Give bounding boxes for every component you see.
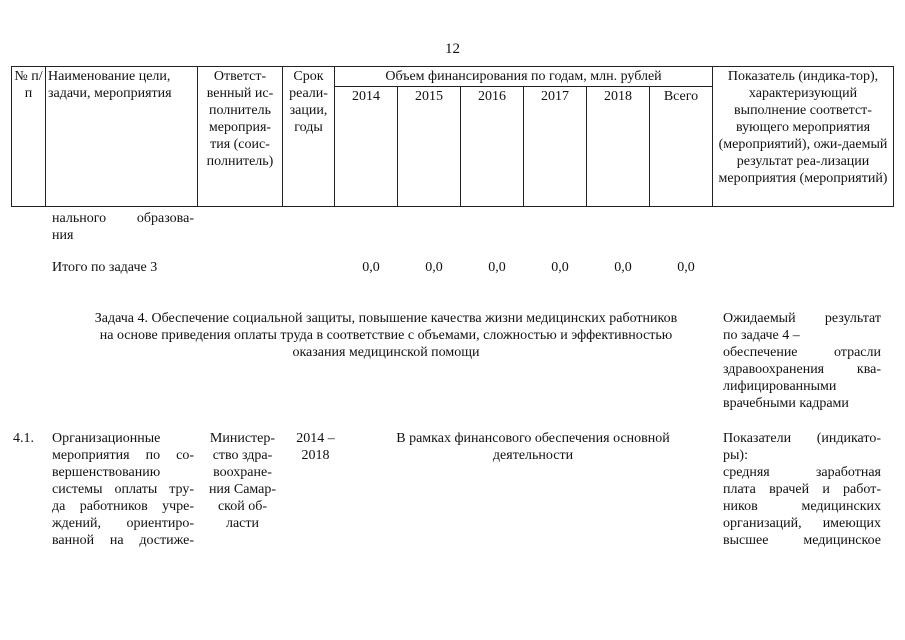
- header-year-2018: 2018: [587, 87, 650, 207]
- total-value-2016: 0,0: [488, 260, 506, 275]
- item-name-line: да работников учре-: [52, 499, 194, 514]
- item-term-line: 2014 –: [296, 431, 335, 446]
- item-responsible-line: Министер-: [209, 431, 276, 446]
- header-year-2014: 2014: [335, 87, 398, 207]
- task4-title-line: на основе приведения оплаты труда в соответствие с объемами, сложностью и эффективностью: [99, 328, 673, 343]
- continued-text-line: ния: [52, 228, 74, 243]
- task4-result-line: Ожидаемый результат: [723, 311, 881, 326]
- item-indicator-line: средняя заработная: [723, 465, 881, 480]
- header-number: № п/п: [12, 67, 46, 207]
- item-term-line: 2018: [301, 448, 330, 463]
- task4-title-line: Задача 4. Обеспечение социальной защиты, повышение качества жизни медицинских работников: [94, 311, 678, 326]
- item-indicator-line: ры):: [723, 448, 748, 463]
- total-value-2018: 0,0: [614, 260, 632, 275]
- task4-result-line: здравоохранения ква-: [723, 362, 881, 377]
- item-funding-note: В рамках финансового обеспечения основной: [396, 431, 670, 446]
- item-responsible-line: ской об-: [217, 499, 268, 514]
- header-year-2016: 2016: [461, 87, 524, 207]
- page-number: 12: [445, 41, 460, 57]
- item-indicator-line: высшее медицинское: [723, 533, 881, 548]
- header-funding: Объем финансирования по годам, млн. рублей: [335, 67, 713, 87]
- total-value-2015: 0,0: [425, 260, 443, 275]
- total-value-all: 0,0: [677, 260, 695, 275]
- total-row-label: Итого по задаче 3: [52, 260, 158, 275]
- item-indicator-line: плата врачей и работ-: [723, 482, 881, 497]
- item-responsible-line: ласти: [225, 516, 260, 531]
- task4-result-line: лифицированными: [723, 379, 837, 394]
- header-year-2015: 2015: [398, 87, 461, 207]
- item-indicator-line: ников медицинских: [723, 499, 881, 514]
- item-name-line: ванной на достиже-: [52, 533, 194, 548]
- item-responsible-line: ство здра-: [212, 448, 273, 463]
- item-responsible-line: воохране-: [213, 465, 272, 480]
- item-name-line: ждений, ориентиро-: [52, 516, 194, 531]
- task4-title-line: оказания медицинской помощи: [292, 345, 480, 360]
- item-funding-note: деятельности: [492, 448, 574, 463]
- item-responsible-line: ния Самар-: [208, 482, 277, 497]
- item-name-line: мероприятия по со-: [52, 448, 194, 463]
- total-value-2014: 0,0: [362, 260, 380, 275]
- header-name: Наименование цели, задачи, мероприятия: [46, 67, 198, 207]
- total-value-2017: 0,0: [551, 260, 569, 275]
- task4-result-line: врачебными кадрами: [723, 396, 849, 411]
- task4-result-line: по задаче 4 –: [723, 328, 800, 343]
- program-table-header: [11, 66, 894, 207]
- item-indicator-line: Показатели (индикато-: [723, 431, 881, 446]
- continued-text-line: нального образова-: [52, 211, 194, 226]
- header-total: Всего: [650, 87, 713, 207]
- item-number: 4.1.: [13, 431, 34, 446]
- item-name-line: вершенствованию: [52, 465, 161, 480]
- header-responsible: Ответст-венный ис-полнитель мероприя-тия (соис-полнитель): [198, 67, 283, 207]
- header-term: Срок реали-зации, годы: [283, 67, 335, 207]
- task4-result-line: обеспечение отрасли: [723, 345, 881, 360]
- item-name-line: Организационные: [52, 431, 161, 446]
- header-year-2017: 2017: [524, 87, 587, 207]
- header-indicator: Показатель (индика-тор), характеризующий выполнение соответст-вующего мероприятия (мероприятий), ожи-даемый результат реа-лизации мероприятия (мероприятий): [713, 67, 894, 207]
- item-indicator-line: организаций, имеющих: [723, 516, 881, 531]
- item-name-line: системы оплаты тру-: [52, 482, 194, 497]
